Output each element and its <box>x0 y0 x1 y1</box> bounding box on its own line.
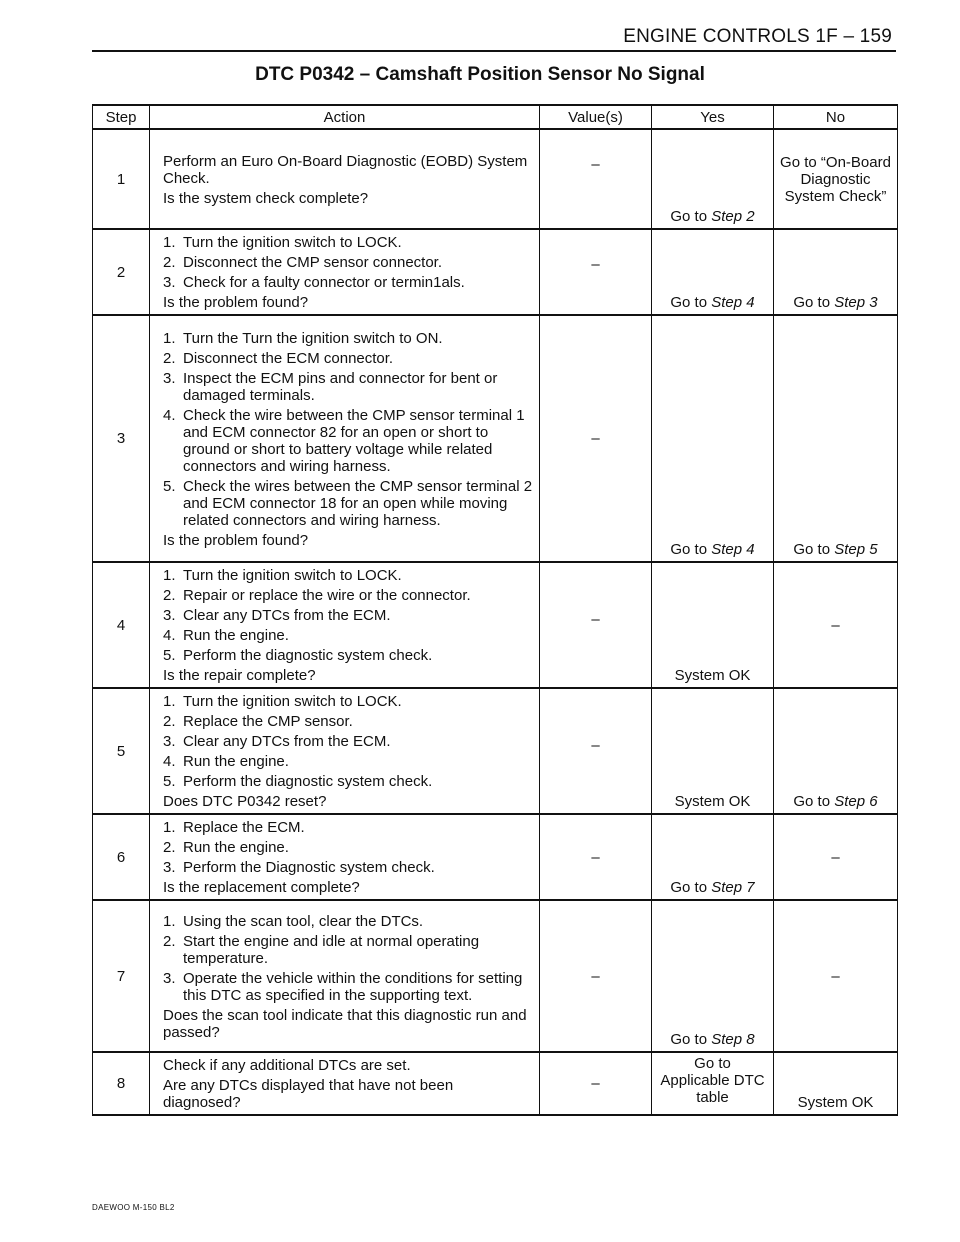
value-cell <box>540 562 652 688</box>
action-question: Is the replacement complete? <box>163 879 360 896</box>
yes-step-link[interactable]: Step 4 <box>711 541 755 558</box>
step-number: 4 <box>93 562 150 688</box>
step-number: 2 <box>93 229 150 315</box>
step-number: 7 <box>93 900 150 1052</box>
table-row <box>93 562 898 688</box>
value-cell <box>540 315 652 562</box>
value-text: – <box>591 736 600 754</box>
no-text[interactable]: System OK <box>797 1094 874 1111</box>
value-cell <box>540 1052 652 1115</box>
action-cell <box>150 129 540 229</box>
header-title: ENGINE CONTROLS 1F – 159 <box>623 26 892 47</box>
column-header-step: Step <box>93 105 150 129</box>
action-step-item: 2. Run the engine. <box>163 839 289 856</box>
no-cell: Go to Step 5 <box>774 315 898 562</box>
action-steps <box>163 234 533 291</box>
no-step-link[interactable]: Step 3 <box>834 294 878 311</box>
yes-cell: Go to Step 4 <box>652 229 774 315</box>
yes-cell <box>652 688 774 814</box>
page-header <box>92 22 896 52</box>
action-step-item: 3. Clear any DTCs from the ECM. <box>163 733 391 750</box>
action-cell <box>150 814 540 900</box>
yes-cell <box>652 129 774 229</box>
action-step-item: 3. Clear any DTCs from the ECM. <box>163 607 391 624</box>
no-cell <box>774 129 898 229</box>
yes-text: Go to <box>670 208 712 225</box>
step-number: 6 <box>93 814 150 900</box>
action-step-item: 2. Disconnect the CMP sensor connector. <box>163 254 443 271</box>
page-title: DTC P0342 – Camshaft Position Sensor No Signal <box>255 64 705 85</box>
action-cell <box>150 688 540 814</box>
value-cell <box>540 688 652 814</box>
table-row <box>93 1052 898 1115</box>
value-text: – <box>591 1075 600 1092</box>
action-text: Check if any additional DTCs are set. <box>163 1057 411 1074</box>
table-row <box>93 229 898 315</box>
action-step-item: 1. Turn the ignition switch to LOCK. <box>163 693 402 710</box>
step-number: 1 <box>93 129 150 229</box>
action-step-item: 1. Replace the ECM. <box>163 819 305 836</box>
action-step-item: 1. Turn the Turn the ignition switch to ON. <box>163 329 443 347</box>
yes-cell: Go to Step 4 <box>652 315 774 562</box>
action-question: Is the system check complete? <box>163 189 369 207</box>
yes-text[interactable]: System OK <box>674 667 751 684</box>
column-header-action: Action <box>150 105 540 129</box>
yes-cell: Go to Step 7 <box>652 814 774 900</box>
yes-text[interactable]: Go to Applicable DTC table <box>660 1055 765 1106</box>
value-text: – <box>591 610 600 628</box>
yes-step-link[interactable]: Step 8 <box>711 1031 755 1048</box>
yes-step-link[interactable]: Step 4 <box>711 294 755 311</box>
diagnostic-table <box>92 104 898 1116</box>
action-step-item: 3. Perform the Diagnostic system check. <box>163 859 435 876</box>
action-question: Are any DTCs displayed that have not been diagnosed? <box>163 1077 454 1111</box>
yes-cell <box>652 1052 774 1115</box>
step-number: 5 <box>93 688 150 814</box>
action-cell <box>150 900 540 1052</box>
column-header-yes: Yes <box>652 105 774 129</box>
no-text[interactable]: Go to “On-Board Diagnostic System Check” <box>780 153 891 205</box>
value-cell <box>540 900 652 1052</box>
yes-cell: Go to Step 8 <box>652 900 774 1052</box>
action-step-item: 3. Inspect the ECM pins and connector for bent or damaged terminals. <box>163 369 498 404</box>
column-header-values: Value(s) <box>540 105 652 129</box>
no-cell <box>774 1052 898 1115</box>
no-text: – <box>831 967 840 985</box>
column-header-no: No <box>774 105 898 129</box>
value-text: – <box>591 156 600 173</box>
action-step-item: 1. Turn the ignition switch to LOCK. <box>163 234 402 251</box>
value-cell <box>540 814 652 900</box>
no-text: – <box>831 616 840 634</box>
action-text: Perform an Euro On-Board Diagnostic (EOBD) System Check. <box>163 152 528 187</box>
yes-step-link[interactable]: Step 2 <box>711 208 755 225</box>
table-row <box>93 688 898 814</box>
no-cell: Go to Step 6 <box>774 688 898 814</box>
action-step-item: 1. Turn the ignition switch to LOCK. <box>163 567 402 584</box>
value-text: – <box>591 967 600 985</box>
step-number: 8 <box>93 1052 150 1115</box>
value-text: – <box>591 848 600 866</box>
action-step-item: 4. Check the wire between the CMP sensor terminal 1 and ECM connector 82 for an open or short to ground or short to battery voltage while related connectors and wiring harness. <box>163 406 525 475</box>
yes-cell <box>652 562 774 688</box>
action-question: Is the repair complete? <box>163 667 316 684</box>
action-question: Is the problem found? <box>163 531 309 549</box>
no-step-link[interactable]: Step 5 <box>834 541 878 558</box>
action-step-item: 1. Using the scan tool, clear the DTCs. <box>163 912 424 930</box>
action-step-item: 2. Repair or replace the wire or the connector. <box>163 587 471 604</box>
action-steps <box>163 330 533 529</box>
action-cell <box>150 315 540 562</box>
action-step-item: 2. Disconnect the ECM connector. <box>163 349 394 367</box>
action-step-item: 5. Perform the diagnostic system check. <box>163 773 433 790</box>
action-cell <box>150 1052 540 1115</box>
no-cell <box>774 814 898 900</box>
no-cell: Go to Step 3 <box>774 229 898 315</box>
value-cell <box>540 229 652 315</box>
no-step-link[interactable]: Step 6 <box>834 793 878 810</box>
action-step-item: 4. Run the engine. <box>163 753 289 770</box>
no-text: – <box>831 848 840 866</box>
action-step-item: 2. Replace the CMP sensor. <box>163 713 353 730</box>
action-question: Is the problem found? <box>163 294 309 311</box>
value-text: – <box>591 430 600 447</box>
action-steps <box>163 913 533 1004</box>
action-cell <box>150 562 540 688</box>
action-step-item: 3. Operate the vehicle within the conditions for setting this DTC as specified in the supporting text. <box>163 969 523 1004</box>
footer-model-code: DAEWOO M-150 BL2 <box>92 1203 175 1212</box>
action-question: Does DTC P0342 reset? <box>163 793 327 810</box>
value-cell <box>540 129 652 229</box>
action-steps <box>163 567 533 664</box>
table-row <box>93 315 898 562</box>
action-question: Does the scan tool indicate that this diagnostic run and passed? <box>163 1006 527 1041</box>
yes-text[interactable]: System OK <box>674 793 751 810</box>
action-step-item: 2. Start the engine and idle at normal operating temperature. <box>163 932 480 967</box>
no-cell <box>774 900 898 1052</box>
value-text: – <box>591 256 600 273</box>
table-row <box>93 129 898 229</box>
table-header-row <box>93 105 898 129</box>
action-steps <box>163 693 533 790</box>
action-steps <box>163 819 533 876</box>
table-row <box>93 900 898 1052</box>
yes-step-link[interactable]: Step 7 <box>711 879 755 896</box>
no-cell <box>774 562 898 688</box>
action-step-item: 4. Run the engine. <box>163 627 289 644</box>
action-step-item: 5. Perform the diagnostic system check. <box>163 647 433 664</box>
action-cell <box>150 229 540 315</box>
step-number: 3 <box>93 315 150 562</box>
action-step-item: 3. Check for a faulty connector or termin1als. <box>163 274 465 291</box>
action-step-item: 5. Check the wires between the CMP sensor terminal 2 and ECM connector 18 for an open while moving related connectors and wiring harness. <box>163 477 533 529</box>
table-row <box>93 814 898 900</box>
